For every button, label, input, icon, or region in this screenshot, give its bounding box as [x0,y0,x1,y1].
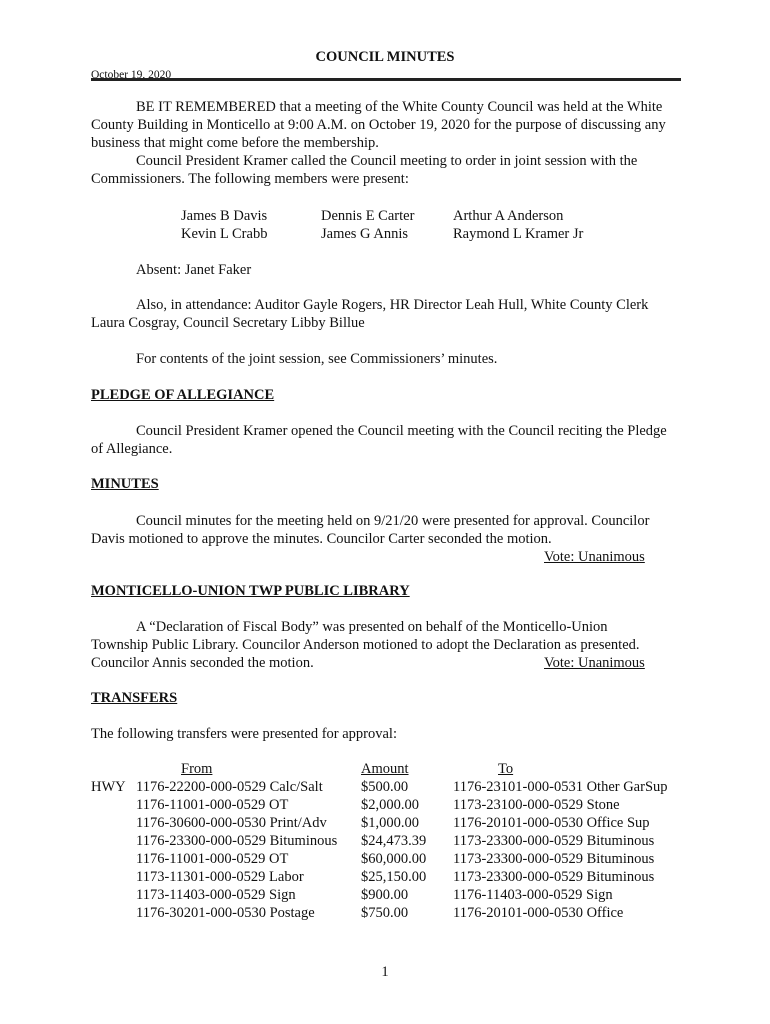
pledge-paragraph: Council President Kramer opened the Council meeting with the Council reciting the Pledge of Allegiance. [91,423,667,457]
transfer-from: 1176-11001-000-0529 OT [136,851,289,867]
transfer-to: 1176-11403-000-0529 Sign [453,887,613,903]
column-header-to: To [498,761,514,777]
library-line-3: Councilor Annis seconded the motion. [91,655,314,671]
transfer-from: 1176-23300-000-0529 Bituminous [136,833,338,849]
transfer-amount: $24,473.39 [361,833,427,849]
transfer-to: 1173-23100-000-0529 Stone [453,797,620,813]
transfer-from: 1173-11403-000-0529 Sign [136,887,296,903]
member-name: Kevin L Crabb [181,226,268,242]
pledge-heading: PLEDGE OF ALLEGIANCE [91,387,275,403]
transfer-from: 1176-22200-000-0529 Calc/Salt [136,779,323,795]
amount-column [361,778,426,922]
document-title: COUNCIL MINUTES [315,49,455,65]
member-name: Arthur A Anderson [453,208,564,224]
transfer-to: 1173-23300-000-0529 Bituminous [453,869,655,885]
joint-session-note: For contents of the joint session, see Commissioners’ minutes. [136,351,498,367]
transfer-to: 1176-20101-000-0530 Office Sup [453,815,650,831]
library-line-2: Township Public Library. Councilor Anderson motioned to adopt the Declaration as presented. [91,637,640,653]
members-column-2 [321,207,414,243]
absent-line: Absent: Janet Faker [136,262,252,278]
intro-section [91,98,681,188]
member-name: Dennis E Carter [321,208,415,224]
transfer-amount: $900.00 [361,887,409,903]
column-header-from: From [181,761,213,777]
transfer-to: 1173-23300-000-0529 Bituminous [453,851,655,867]
transfer-to: 1173-23300-000-0529 Bituminous [453,833,655,849]
column-header-amount: Amount [361,761,409,777]
fund-prefix: HWY [91,779,126,795]
to-column [453,778,668,922]
transfer-amount: $750.00 [361,905,409,921]
transfer-amount: $25,150.00 [361,869,427,885]
transfers-intro: The following transfers were presented for approval: [91,726,397,742]
transfer-amount: $1,000.00 [361,815,419,831]
header-rule [91,78,681,81]
transfer-amount: $2,000.00 [361,797,419,813]
transfer-to: 1176-23101-000-0531 Other GarSup [453,779,668,795]
minutes-paragraph: Council minutes for the meeting held on 9/21/20 were presented for approval. Councilor Davis motioned to approve the minutes. Councilor Carter seconded the motion. [91,513,650,547]
attendance-section [91,296,681,332]
members-column-1 [181,207,267,243]
transfer-to: 1176-20101-000-0530 Office [453,905,624,921]
transfer-from: 1176-30600-000-0530 Print/Adv [136,815,327,831]
library-heading: MONTICELLO-UNION TWP PUBLIC LIBRARY [91,583,410,599]
attendance-paragraph: Also, in attendance: Auditor Gayle Rogers, HR Director Leah Hull, White County Clerk Laura Cosgray, Council Secretary Libby Billue [91,297,649,331]
minutes-vote: Vote: Unanimous [544,549,645,565]
member-name: Raymond L Kramer Jr [453,226,584,242]
member-name: James B Davis [181,208,268,224]
pledge-section [91,422,681,458]
transfer-from: 1176-11001-000-0529 OT [136,797,289,813]
library-line-1: A “Declaration of Fiscal Body” was presented on behalf of the Monticello-Union [136,619,608,635]
minutes-section [91,512,681,548]
transfer-amount: $500.00 [361,779,409,795]
meeting-date: October 19, 2020 [91,69,172,81]
transfers-heading: TRANSFERS [91,690,178,706]
minutes-heading: MINUTES [91,476,159,492]
call-to-order-paragraph: Council President Kramer called the Council meeting to order in joint session with the Commissioners. The following members were present: [91,153,638,187]
transfer-from: 1173-11301-000-0529 Labor [136,869,304,885]
members-column-3 [453,207,583,243]
page-number: 1 [381,964,389,980]
transfer-amount: $60,000.00 [361,851,427,867]
from-column [136,778,337,922]
member-name: James G Annis [321,226,408,242]
library-vote: Vote: Unanimous [544,655,645,671]
intro-paragraph: BE IT REMEMBERED that a meeting of the White County Council was held at the White County Building in Monticello at 9:00 A.M. on October 19, 2020 for the purpose of discussing any business that might come before the membership. [91,99,666,151]
transfer-from: 1176-30201-000-0530 Postage [136,905,315,921]
